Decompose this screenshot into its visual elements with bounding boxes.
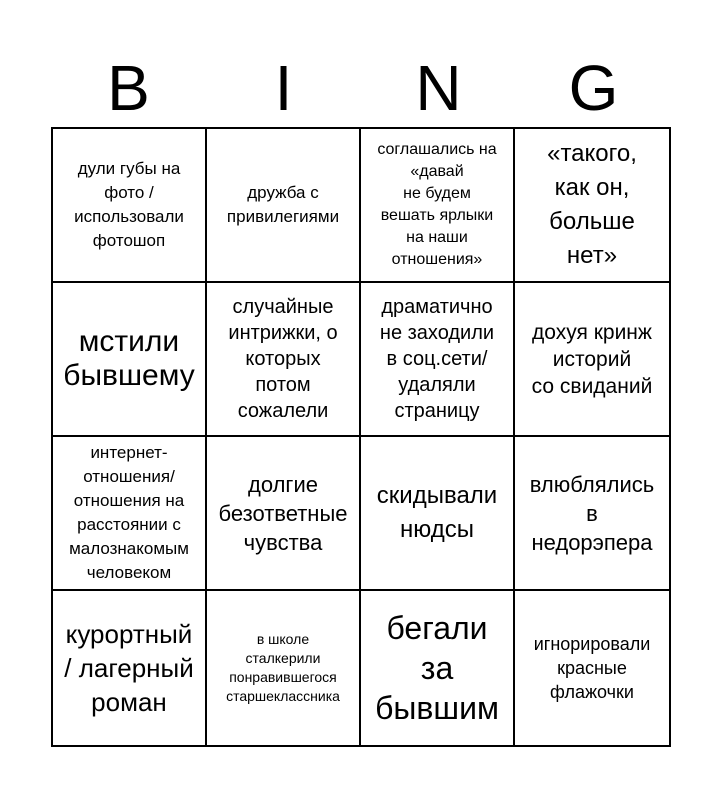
cell-text: в школе сталкерили понравившегося старшеклассника — [226, 631, 340, 704]
header-letter-b: B — [107, 52, 150, 124]
bingo-cell[interactable] — [207, 129, 361, 283]
cell-text: интернет- отношения/ отношения на расстоянии с малознакомым человеком — [69, 443, 189, 582]
bingo-cell[interactable] — [53, 129, 207, 283]
bingo-cell[interactable] — [207, 591, 361, 745]
cell-text: дохуя кринж историй со свиданий — [531, 320, 653, 398]
cell-text: случайные интрижки, о которых потом сожалели — [228, 296, 338, 422]
header-letter-g: G — [568, 52, 619, 124]
bingo-cell[interactable] — [515, 283, 669, 437]
bingo-cell[interactable] — [515, 129, 669, 283]
cell-text: дули губы на фото / использовали фотошоп — [74, 159, 184, 250]
cell-text: долгие безответные чувства — [218, 471, 348, 555]
cell-text: соглашались на «давай не будем вешать ярлыки на наши отношения» — [377, 141, 497, 268]
bingo-cell[interactable] — [53, 437, 207, 591]
bingo-header — [51, 52, 671, 124]
cell-text: влюблялись в недорэпера — [529, 471, 655, 555]
cell-text: курортный / лагерный роман — [64, 619, 194, 717]
bingo-cell[interactable] — [361, 129, 515, 283]
cell-text: мстили бывшему — [63, 325, 195, 392]
cell-text: игнорировали красные флажочки — [533, 634, 651, 702]
cell-text: бегали за бывшим — [375, 610, 499, 726]
header-letter-i: I — [274, 52, 293, 124]
cell-text: дружба с привилегиями — [226, 183, 340, 226]
cell-text: «такого, как он, больше нет» — [547, 140, 637, 269]
bingo-cell[interactable] — [361, 437, 515, 591]
bingo-cell[interactable] — [361, 591, 515, 745]
cell-text: драматично не заходили в соц.сети/ удаляли страницу — [379, 296, 495, 422]
bingo-cell[interactable] — [361, 283, 515, 437]
header-letter-n: N — [415, 52, 462, 124]
bingo-cell[interactable] — [515, 591, 669, 745]
cell-text: скидывали нюдсы — [376, 482, 498, 543]
bingo-cell[interactable] — [207, 437, 361, 591]
bingo-cell[interactable] — [53, 591, 207, 745]
bingo-grid — [51, 127, 671, 747]
bingo-cell[interactable] — [207, 283, 361, 437]
bingo-cell[interactable] — [515, 437, 669, 591]
bingo-cell[interactable] — [53, 283, 207, 437]
